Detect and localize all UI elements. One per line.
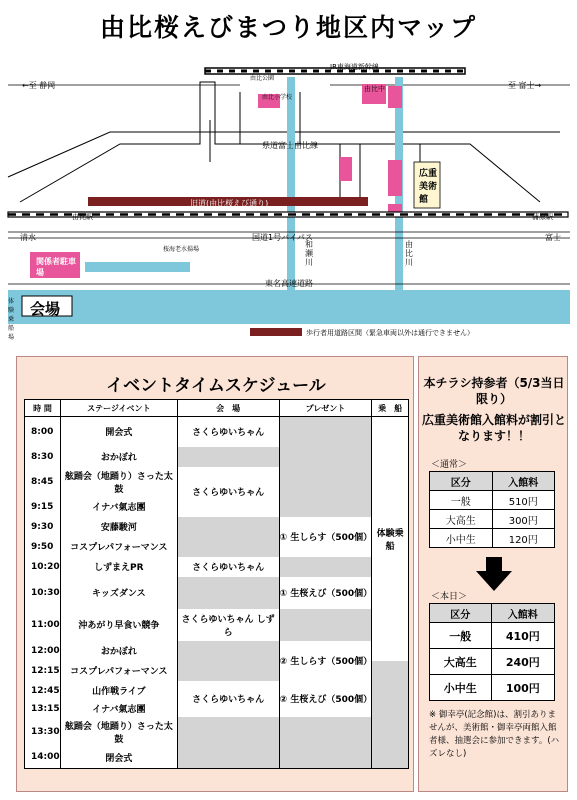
trial-boat-label: 体験乗船場 xyxy=(8,298,15,341)
yuigawa-label: 由比川 xyxy=(405,240,413,267)
yui-park-label: 由比公園 xyxy=(250,75,275,82)
museum-label: 広重美術館 xyxy=(419,169,438,205)
discount-note: ※ 御幸亭(記念館)は、割引ありませんが、美術館・御幸亭両館入館者様、抽選会に参加できます。(ハズレなし) xyxy=(429,710,560,759)
discount-panel xyxy=(418,356,568,792)
normal-fee-table: 区分 入館料 一般 510円 大高生 300円 小中生 120円 xyxy=(429,471,555,548)
arrow-down-icon xyxy=(474,557,514,591)
table-row: 14:00 閉会式 xyxy=(25,747,409,769)
today-fee-table: 区分 入館料 一般 410円 大高生 240円 小中生 100円 xyxy=(429,603,555,701)
venue-area xyxy=(8,290,570,324)
header-present: プレゼント xyxy=(279,400,372,417)
yuigawa-river xyxy=(395,77,403,317)
table-row: 9:15 イナバ氣志團 xyxy=(25,497,409,517)
header-venue: 会 場 xyxy=(177,400,279,417)
wasegawa-label: 和瀬川 xyxy=(305,240,313,267)
parking-lot-label: 関係者駐車場 xyxy=(36,257,76,277)
to-shizuoka-label: ←至 静岡 xyxy=(22,81,56,90)
table-row: 9:50 コスプレパフォーマンス xyxy=(25,537,409,557)
today-label: ＜本日＞ xyxy=(431,592,468,602)
table-row: 12:45 山作戦ライブ さくらゆいちゃん ② 生桜えび（500個） xyxy=(25,681,409,701)
table-row: 11:00 沖あがり早食い競争 さくらゆいちゃん しずら xyxy=(25,609,409,641)
discount-offer: 広重美術館入館料が割引となります！！ xyxy=(421,413,566,443)
table-row: 8:30 おかぼれ xyxy=(25,447,409,467)
route1-label: 国道1号バイパス xyxy=(252,233,313,242)
header-event: ステージイベント xyxy=(61,400,178,417)
table-row: 8:00 開会式 さくらゆいちゃん 体験乗船 xyxy=(25,417,409,447)
landing-label: 桜海老水揚場 xyxy=(163,246,200,253)
kambara-station-label: 蒲原駅 xyxy=(532,213,553,221)
table-row: 12:15 コスプレパフォーマンス xyxy=(25,661,409,681)
table-row: 13:30 舷踊会（地踊り）さった太鼓 xyxy=(25,717,409,747)
page-title: 由比桜えびまつり地区内マップ xyxy=(99,13,477,42)
inakawa-marker xyxy=(388,86,402,108)
fuji-label: 富士 xyxy=(545,233,561,242)
schedule-table xyxy=(24,399,409,769)
normal-label: ＜通常＞ xyxy=(431,460,468,470)
kendo-label: 県道富士由比線 xyxy=(262,141,318,150)
tomei-label: 東名高速道路 xyxy=(265,279,313,288)
table-row: 8:45 舷踊会（地踊り）さった太鼓 さくらゆいちゃん xyxy=(25,467,409,497)
elementary-label: 由比小学校 xyxy=(262,94,293,101)
venue-label: 会場 xyxy=(30,300,61,318)
yui-station-label: 由比駅 xyxy=(72,213,93,221)
honjin-marker xyxy=(388,160,402,196)
schedule-title: イベントタイムスケジュール xyxy=(106,376,326,396)
table-row: 9:30 安藤駿河 ① 生しらす（500個） xyxy=(25,517,409,537)
table-row: 13:15 イナバ氣志團 xyxy=(25,701,409,717)
header-time: 時 間 xyxy=(25,400,61,417)
pedestrian-note: 歩行者用道路区間（緊急車両以外は通行できません） xyxy=(306,329,474,337)
kyudo-label: 旧道(由比桜えび通り) xyxy=(190,199,269,208)
koryukan-marker xyxy=(340,157,352,181)
middle-label: 由比中 xyxy=(364,85,385,93)
discount-headline: 本チラシ持参者（5/3当日限り） xyxy=(423,376,565,406)
schedule-panel xyxy=(16,356,414,792)
table-row: 10:30 キッズダンス ① 生桜えび（500個） xyxy=(25,577,409,609)
to-fuji-label: 至 富士→ xyxy=(508,81,542,90)
table-row: 12:00 おかぼれ ② 生しらす（500個） xyxy=(25,641,409,661)
table-row: 10:20 しずまえPR さくらゆいちゃん xyxy=(25,557,409,577)
shimizu-label: 清水 xyxy=(20,233,36,242)
header-boat: 乗 船 xyxy=(372,400,409,417)
shinkansen-label: JR東海道新幹線 xyxy=(330,63,379,71)
